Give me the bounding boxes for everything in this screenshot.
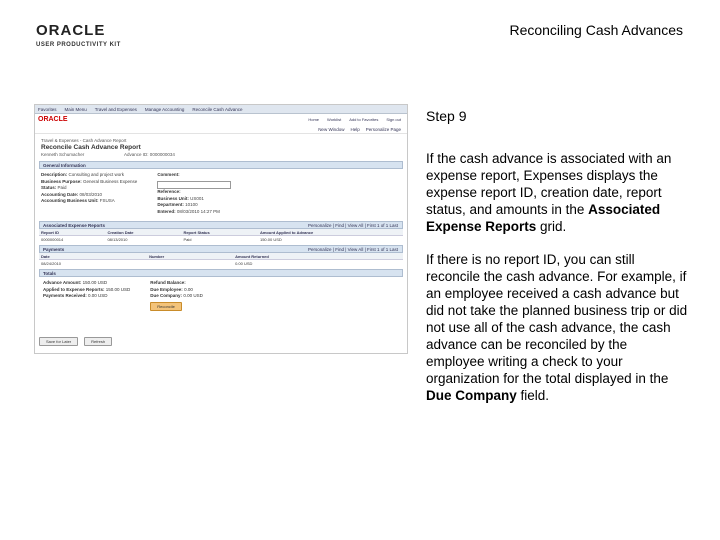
nav-item: Favorites bbox=[38, 106, 57, 112]
total-row: Applied to Expense Reports: 150.00 USD bbox=[43, 286, 131, 292]
step-label: Step 9 bbox=[426, 108, 467, 124]
slide-title: Reconciling Cash Advances bbox=[509, 22, 683, 38]
paragraph-no-report-id: If there is no report ID, you can still reconcile the cash advance. For example, if an employee received a cash advance but did not take the planned business trip or did not use all of the cash advance, the cash advance can be reconciled by the employee writing a check to your organization for the total displayed in the Due Company field. bbox=[426, 252, 688, 403]
top-link: Sign out bbox=[386, 117, 401, 122]
field-row: Reference: bbox=[157, 189, 181, 194]
total-row: Due Company: 0.00 USD bbox=[150, 293, 203, 298]
field-row: Business Purpose: General Business Expense bbox=[41, 178, 138, 184]
bold-term: Due Company bbox=[426, 388, 517, 403]
column-header: Date bbox=[39, 253, 147, 260]
screenshot-brand: ORACLE bbox=[38, 116, 68, 123]
column-header: Amount Applied to Advance bbox=[258, 229, 403, 236]
top-link: Add to Favorites bbox=[349, 117, 379, 122]
column-header: Creation Date bbox=[105, 229, 181, 236]
reconcile-button: Reconcile bbox=[150, 302, 182, 311]
general-info-header bbox=[39, 161, 403, 169]
total-row: Advance Amount: 150.00 USD bbox=[43, 280, 108, 285]
totals-header bbox=[39, 269, 403, 277]
total-row: Due Employee: 0.00 bbox=[150, 286, 193, 292]
field-row: Comment: bbox=[157, 172, 180, 177]
field-row: Business Unit: US001 bbox=[157, 195, 204, 201]
assoc-reports-header bbox=[39, 221, 403, 229]
tool-link: Help bbox=[350, 126, 360, 132]
payments-header bbox=[39, 245, 403, 253]
totals-section bbox=[35, 277, 407, 314]
refresh-button: Refresh bbox=[84, 337, 112, 346]
grid-nav: Personalize | Find | View All | First 1 of 1 Last bbox=[308, 246, 398, 252]
top-link: Home bbox=[308, 117, 320, 122]
nav-item: Manage Accounting bbox=[144, 106, 185, 112]
screenshot-bottom-buttons bbox=[39, 337, 112, 346]
advance-id: Advance ID: 0000000034 bbox=[124, 152, 175, 157]
paragraph-associated-reports: If the cash advance is associated with an expense report, Expenses displays the expense report ID, creation date, report status, and amounts in the Associated Expense Reports grid. bbox=[426, 151, 672, 234]
general-info-label: General Information bbox=[43, 162, 86, 168]
table-row: 08/24/2010 0.00 USD bbox=[41, 260, 253, 266]
comment-box bbox=[157, 181, 231, 190]
totals-left bbox=[43, 280, 130, 311]
field-row: Department: 10100 bbox=[157, 202, 198, 207]
assoc-reports-grid bbox=[39, 229, 403, 242]
tool-link: New Window bbox=[318, 126, 345, 132]
column-header: Report Status bbox=[181, 229, 258, 236]
field-row: Status: Paid bbox=[41, 185, 67, 190]
nav-item: Main Menu bbox=[64, 106, 87, 112]
oracle-upk-logo bbox=[36, 24, 156, 48]
application-screenshot bbox=[34, 104, 408, 354]
nav-item: Reconcile Cash Advance bbox=[192, 106, 243, 112]
field-row: Entered: 08/03/2010 14:27 PM bbox=[157, 208, 220, 214]
totals-label: Totals bbox=[43, 270, 56, 276]
screenshot-page-title: Reconcile Cash Advance Report bbox=[41, 144, 141, 151]
table-row: 0000000014 08/13/2010 Paid 150.00 USD bbox=[41, 236, 282, 242]
field-row: Accounting Business Unit: FSUSA bbox=[41, 198, 115, 203]
total-row: Payments Received: 0.00 USD bbox=[43, 293, 108, 298]
save-for-later-button: Save for Later bbox=[39, 337, 78, 346]
screenshot-navbar bbox=[35, 105, 407, 114]
tool-link: Personalize Page bbox=[365, 126, 401, 132]
screenshot-toolrow bbox=[35, 125, 407, 134]
screenshot-breadcrumb: Travel & Expenses - Cash Advance Report bbox=[41, 138, 127, 143]
screenshot-brand-bar bbox=[35, 114, 407, 125]
logo-brand: ORACLE bbox=[36, 22, 106, 39]
assoc-reports-label: Associated Expense Reports bbox=[43, 222, 106, 228]
screenshot-employee-line bbox=[35, 151, 407, 158]
payments-grid bbox=[39, 253, 403, 266]
column-header: Amount Returned bbox=[233, 253, 403, 260]
total-row: Refund Balance: bbox=[150, 280, 186, 285]
column-header: Number bbox=[147, 253, 233, 260]
column-header: Report ID bbox=[39, 229, 105, 236]
field-row: Description: Consulting and project work bbox=[41, 172, 125, 177]
payments-label: Payments bbox=[43, 246, 65, 252]
general-info-form bbox=[35, 169, 407, 218]
top-link: Worklist bbox=[327, 117, 342, 122]
logo-product: USER PRODUCTIVITY KIT bbox=[36, 42, 121, 48]
left-fields bbox=[41, 172, 137, 215]
field-row: Accounting Date: 08/03/2010 bbox=[41, 191, 103, 197]
totals-right bbox=[150, 280, 203, 311]
right-fields bbox=[157, 172, 231, 215]
grid-nav: Personalize | Find | View All | First 1 of 1 Last bbox=[308, 222, 398, 228]
bold-term: Associated Expense Reports bbox=[426, 202, 661, 234]
nav-item: Travel and Expenses bbox=[94, 106, 137, 112]
employee-name: Kenneth Schumacher bbox=[41, 152, 85, 157]
